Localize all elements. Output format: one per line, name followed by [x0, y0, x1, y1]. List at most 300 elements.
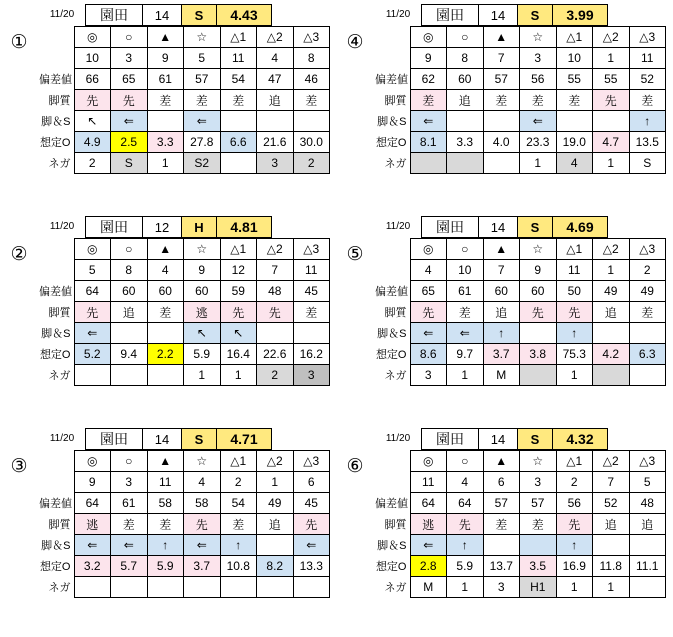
race-grade-badge: H [181, 216, 217, 238]
cell-marks: △1 [220, 239, 257, 260]
row-label-nega: ネガ [48, 158, 71, 170]
cell-horse-numbers: 3 [111, 48, 148, 69]
cell-ashi-s [483, 111, 520, 132]
cell-hensachi: 62 [410, 69, 447, 90]
race-panel [0, 212, 336, 424]
cell-horse-numbers: 11 [410, 472, 447, 493]
cell-kyakushitsu: 差 [520, 514, 557, 535]
cell-ashi-s: ↖ [220, 323, 257, 344]
cell-marks: △3 [629, 239, 666, 260]
cell-kyakushitsu: 追 [257, 514, 294, 535]
cell-nega: 3 [410, 365, 447, 386]
cell-nega: 1 [220, 365, 257, 386]
row-label-horse-numbers [375, 48, 410, 69]
cell-nega: 1 [593, 577, 630, 598]
table-row-hensachi [375, 281, 666, 302]
table-row-soutei-odds [375, 344, 666, 365]
cell-nega [220, 577, 257, 598]
cell-hensachi: 65 [410, 281, 447, 302]
cell-nega [257, 577, 294, 598]
cell-ashi-s [593, 111, 630, 132]
race-panel [0, 424, 336, 637]
cell-soutei-odds: 13.5 [629, 132, 666, 153]
cell-ashi-s: ↖ [74, 111, 111, 132]
table-row-soutei-odds [39, 344, 330, 365]
cell-marks: ○ [111, 239, 148, 260]
cell-kyakushitsu: 先 [74, 90, 111, 111]
cell-soutei-odds: 6.6 [220, 132, 257, 153]
cell-nega [520, 365, 557, 386]
table-row-hensachi [375, 69, 666, 90]
cell-hensachi: 61 [111, 493, 148, 514]
row-label-horse-numbers [39, 260, 74, 281]
race-odds-badge: 4.43 [216, 4, 272, 26]
cell-marks: ☆ [520, 239, 557, 260]
cell-kyakushitsu: 先 [293, 514, 330, 535]
table-row-soutei-odds [375, 556, 666, 577]
cell-hensachi: 47 [257, 69, 294, 90]
table-row-ashi-s [39, 111, 330, 132]
cell-marks: ▲ [483, 239, 520, 260]
table-row-horse-numbers [39, 472, 330, 493]
cell-horse-numbers: 4 [184, 472, 221, 493]
cell-soutei-odds: 6.3 [629, 344, 666, 365]
cell-marks: △2 [257, 239, 294, 260]
cell-kyakushitsu: 先 [257, 302, 294, 323]
cell-marks: ○ [111, 451, 148, 472]
cell-kyakushitsu: 逃 [74, 514, 111, 535]
cell-hensachi: 48 [629, 493, 666, 514]
cell-marks: ○ [447, 451, 484, 472]
race-number: 14 [478, 4, 518, 26]
cell-hensachi: 60 [483, 281, 520, 302]
panel-index-label: ⑥ [346, 456, 364, 477]
table-row-nega [39, 153, 330, 174]
cell-nega [184, 577, 221, 598]
cell-nega: 2 [74, 153, 111, 174]
table-row-kyakushitsu [375, 90, 666, 111]
cell-soutei-odds: 3.5 [520, 556, 557, 577]
cell-ashi-s: ↑ [556, 535, 593, 556]
cell-soutei-odds: 16.2 [293, 344, 330, 365]
race-panel-inner [340, 428, 673, 598]
cell-nega: 1 [147, 153, 184, 174]
cell-nega [111, 365, 148, 386]
cell-horse-numbers: 11 [293, 260, 330, 281]
cell-horse-numbers: 1 [593, 48, 630, 69]
cell-ashi-s: ⇐ [520, 111, 557, 132]
cell-nega: 3 [483, 577, 520, 598]
cell-hensachi: 45 [293, 493, 330, 514]
cell-soutei-odds: 19.0 [556, 132, 593, 153]
cell-soutei-odds: 4.2 [593, 344, 630, 365]
race-header [375, 4, 630, 26]
cell-kyakushitsu: 差 [293, 90, 330, 111]
cell-hensachi: 64 [447, 493, 484, 514]
cell-marks: △2 [257, 451, 294, 472]
cell-ashi-s: ↑ [629, 111, 666, 132]
cell-horse-numbers: 9 [520, 260, 557, 281]
cell-nega: 1 [184, 365, 221, 386]
row-label-kyakushitsu: 脚質 [48, 307, 71, 319]
cell-nega [220, 153, 257, 174]
cell-kyakushitsu: 差 [629, 90, 666, 111]
cell-ashi-s [520, 323, 557, 344]
cell-kyakushitsu: 先 [593, 90, 630, 111]
cell-hensachi: 48 [257, 281, 294, 302]
cell-ashi-s: ⇐ [74, 535, 111, 556]
race-venue: 園田 [421, 216, 479, 238]
cell-marks: ▲ [147, 239, 184, 260]
cell-marks: ☆ [184, 451, 221, 472]
cell-soutei-odds: 16.4 [220, 344, 257, 365]
cell-ashi-s [556, 111, 593, 132]
cell-soutei-odds: 5.9 [447, 556, 484, 577]
cell-kyakushitsu: 差 [447, 302, 484, 323]
table-row-marks [39, 27, 330, 48]
cell-horse-numbers: 4 [410, 260, 447, 281]
table-row-kyakushitsu [39, 90, 330, 111]
cell-nega [629, 365, 666, 386]
cell-ashi-s: ⇐ [184, 535, 221, 556]
cell-horse-numbers: 7 [593, 472, 630, 493]
row-label-kyakushitsu: 脚質 [48, 519, 71, 531]
cell-nega [293, 577, 330, 598]
cell-hensachi: 61 [147, 69, 184, 90]
cell-kyakushitsu: 差 [483, 90, 520, 111]
cell-hensachi: 49 [593, 281, 630, 302]
cell-horse-numbers: 11 [220, 48, 257, 69]
cell-hensachi: 58 [147, 493, 184, 514]
cell-marks: ○ [111, 27, 148, 48]
cell-soutei-odds: 13.7 [483, 556, 520, 577]
cell-nega: 1 [556, 365, 593, 386]
table-row-nega [39, 577, 330, 598]
cell-soutei-odds: 5.2 [74, 344, 111, 365]
cell-ashi-s [593, 535, 630, 556]
table-row-soutei-odds [39, 556, 330, 577]
row-label-nega: ネガ [384, 582, 407, 594]
cell-hensachi: 61 [447, 281, 484, 302]
cell-nega: S [629, 153, 666, 174]
race-header [39, 4, 294, 26]
cell-hensachi: 60 [111, 281, 148, 302]
cell-nega [483, 153, 520, 174]
row-label-horse-numbers [39, 472, 74, 493]
table-row-horse-numbers [375, 472, 666, 493]
cell-horse-numbers: 4 [447, 472, 484, 493]
race-header [375, 216, 630, 238]
row-label-nega: ネガ [48, 370, 71, 382]
row-label-kyakushitsu: 脚質 [384, 519, 407, 531]
cell-marks: ○ [447, 239, 484, 260]
race-venue: 園田 [85, 216, 143, 238]
cell-ashi-s: ⇐ [111, 535, 148, 556]
cell-hensachi: 64 [74, 281, 111, 302]
cell-kyakushitsu: 差 [147, 90, 184, 111]
race-odds-badge: 3.99 [552, 4, 608, 26]
cell-soutei-odds: 13.3 [293, 556, 330, 577]
cell-hensachi: 57 [184, 69, 221, 90]
race-grade-badge: S [517, 4, 553, 26]
race-date: 11/20 [374, 428, 422, 450]
cell-kyakushitsu: 先 [111, 90, 148, 111]
cell-nega: 3 [293, 365, 330, 386]
cell-marks: △3 [629, 27, 666, 48]
row-label-horse-numbers [375, 260, 410, 281]
cell-kyakushitsu: 差 [111, 514, 148, 535]
cell-ashi-s: ↑ [147, 535, 184, 556]
cell-soutei-odds: 2.2 [147, 344, 184, 365]
panel-index-label: ④ [346, 32, 364, 53]
panel-index-label: ③ [10, 456, 28, 477]
table-row-horse-numbers [39, 260, 330, 281]
cell-marks: ☆ [184, 27, 221, 48]
cell-nega: S2 [184, 153, 221, 174]
cell-hensachi: 55 [593, 69, 630, 90]
row-label-marks [39, 27, 74, 48]
cell-kyakushitsu: 先 [184, 514, 221, 535]
row-label-marks [375, 239, 410, 260]
cell-kyakushitsu: 先 [447, 514, 484, 535]
race-header [39, 428, 294, 450]
cell-kyakushitsu: 差 [556, 90, 593, 111]
row-label-marks [375, 451, 410, 472]
table-row-marks [39, 239, 330, 260]
race-odds-badge: 4.81 [216, 216, 272, 238]
race-odds-badge: 4.71 [216, 428, 272, 450]
table-row-soutei-odds [39, 132, 330, 153]
row-label-nega: ネガ [384, 370, 407, 382]
cell-hensachi: 64 [410, 493, 447, 514]
race-date: 11/20 [38, 216, 86, 238]
cell-hensachi: 55 [556, 69, 593, 90]
cell-ashi-s: ⇐ [74, 323, 111, 344]
cell-horse-numbers: 10 [556, 48, 593, 69]
row-label-kyakushitsu: 脚質 [384, 307, 407, 319]
cell-nega: M [483, 365, 520, 386]
cell-soutei-odds: 3.7 [483, 344, 520, 365]
cell-kyakushitsu: 先 [220, 302, 257, 323]
cell-hensachi: 57 [483, 493, 520, 514]
cell-horse-numbers: 2 [220, 472, 257, 493]
cell-soutei-odds: 10.8 [220, 556, 257, 577]
cell-nega: H1 [520, 577, 557, 598]
race-date: 11/20 [374, 216, 422, 238]
cell-soutei-odds: 3.2 [74, 556, 111, 577]
panel-index-label: ⑤ [346, 244, 364, 265]
row-label-soutei-odds: 想定O [375, 349, 407, 361]
cell-kyakushitsu: 先 [556, 514, 593, 535]
row-label-ashi-s: 脚＆S [377, 540, 407, 552]
race-panel [336, 424, 673, 637]
cell-horse-numbers: 7 [483, 48, 520, 69]
cell-ashi-s [293, 111, 330, 132]
cell-soutei-odds: 9.7 [447, 344, 484, 365]
cell-ashi-s [593, 323, 630, 344]
cell-soutei-odds: 3.8 [520, 344, 557, 365]
table-row-nega [375, 577, 666, 598]
cell-marks: ◎ [74, 239, 111, 260]
cell-hensachi: 52 [593, 493, 630, 514]
cell-hensachi: 49 [629, 281, 666, 302]
cell-nega: M [410, 577, 447, 598]
cell-nega [147, 365, 184, 386]
row-label-hensachi: 偏差値 [375, 286, 408, 298]
row-label-ashi-s: 脚＆S [41, 328, 71, 340]
race-header [39, 216, 294, 238]
cell-ashi-s: ↑ [556, 323, 593, 344]
cell-horse-numbers: 3 [520, 472, 557, 493]
race-panel-inner [340, 216, 673, 386]
table-row-ashi-s [375, 535, 666, 556]
cell-horse-numbers: 5 [184, 48, 221, 69]
cell-marks: ◎ [410, 451, 447, 472]
cell-marks: ◎ [74, 451, 111, 472]
cell-hensachi: 52 [629, 69, 666, 90]
cell-kyakushitsu: 差 [184, 90, 221, 111]
cell-ashi-s [257, 111, 294, 132]
cell-nega [447, 153, 484, 174]
race-grade-badge: S [181, 428, 217, 450]
cell-soutei-odds: 4.9 [74, 132, 111, 153]
table-row-ashi-s [375, 111, 666, 132]
cell-marks: ▲ [147, 27, 184, 48]
cell-ashi-s [257, 323, 294, 344]
table-row-marks [375, 451, 666, 472]
table-row-kyakushitsu [39, 302, 330, 323]
table-row-horse-numbers [39, 48, 330, 69]
cell-horse-numbers: 8 [111, 260, 148, 281]
cell-ashi-s: ⇐ [447, 323, 484, 344]
cell-hensachi: 49 [257, 493, 294, 514]
cell-kyakushitsu: 逃 [184, 302, 221, 323]
cell-horse-numbers: 1 [593, 260, 630, 281]
row-label-hensachi: 偏差値 [39, 498, 72, 510]
cell-kyakushitsu: 追 [593, 514, 630, 535]
row-label-soutei-odds: 想定O [39, 561, 71, 573]
cell-ashi-s [257, 535, 294, 556]
panel-index-label: ① [10, 32, 28, 53]
cell-marks: ○ [447, 27, 484, 48]
row-label-nega: ネガ [384, 158, 407, 170]
cell-ashi-s: ↑ [483, 323, 520, 344]
cell-horse-numbers: 9 [147, 48, 184, 69]
race-number: 14 [142, 4, 182, 26]
cell-soutei-odds: 8.6 [410, 344, 447, 365]
cell-marks: ◎ [74, 27, 111, 48]
cell-kyakushitsu: 差 [220, 90, 257, 111]
cell-marks: △2 [593, 451, 630, 472]
cell-soutei-odds: 5.9 [147, 556, 184, 577]
cell-hensachi: 54 [220, 69, 257, 90]
race-venue: 園田 [85, 428, 143, 450]
cell-marks: ▲ [483, 27, 520, 48]
cell-nega [593, 365, 630, 386]
row-label-ashi-s: 脚＆S [377, 328, 407, 340]
cell-nega: 2 [257, 365, 294, 386]
row-label-ashi-s: 脚＆S [41, 116, 71, 128]
cell-nega: 1 [520, 153, 557, 174]
cell-kyakushitsu: 追 [111, 302, 148, 323]
cell-nega: 2 [293, 153, 330, 174]
race-date: 11/20 [38, 428, 86, 450]
cell-hensachi: 60 [447, 69, 484, 90]
row-label-kyakushitsu: 脚質 [48, 95, 71, 107]
cell-soutei-odds: 4.0 [483, 132, 520, 153]
cell-soutei-odds: 22.6 [257, 344, 294, 365]
cell-nega: 1 [447, 577, 484, 598]
race-grade-badge: S [181, 4, 217, 26]
table-row-marks [375, 27, 666, 48]
cell-soutei-odds: 8.2 [257, 556, 294, 577]
cell-kyakushitsu: 差 [220, 514, 257, 535]
race-odds-badge: 4.32 [552, 428, 608, 450]
cell-marks: △3 [293, 239, 330, 260]
row-label-soutei-odds: 想定O [39, 349, 71, 361]
cell-kyakushitsu: 先 [74, 302, 111, 323]
cell-hensachi: 56 [556, 493, 593, 514]
race-number: 14 [142, 428, 182, 450]
cell-marks: △3 [293, 27, 330, 48]
cell-marks: △2 [593, 27, 630, 48]
row-label-horse-numbers [39, 48, 74, 69]
cell-horse-numbers: 10 [447, 260, 484, 281]
cell-kyakushitsu: 逃 [410, 514, 447, 535]
cell-kyakushitsu: 差 [147, 514, 184, 535]
table-row-kyakushitsu [375, 302, 666, 323]
row-label-hensachi: 偏差値 [375, 74, 408, 86]
cell-marks: △1 [556, 27, 593, 48]
row-label-nega: ネガ [48, 582, 71, 594]
table-row-horse-numbers [375, 260, 666, 281]
cell-ashi-s [111, 323, 148, 344]
cell-soutei-odds: 11.1 [629, 556, 666, 577]
cell-ashi-s: ⇐ [410, 111, 447, 132]
table-row-kyakushitsu [39, 514, 330, 535]
cell-nega: 1 [593, 153, 630, 174]
cell-nega [74, 365, 111, 386]
cell-kyakushitsu: 追 [483, 302, 520, 323]
cell-horse-numbers: 3 [520, 48, 557, 69]
cell-nega [111, 577, 148, 598]
row-label-marks [39, 451, 74, 472]
race-grade-badge: S [517, 216, 553, 238]
cell-ashi-s [147, 323, 184, 344]
cell-hensachi: 56 [520, 69, 557, 90]
race-data-table [39, 26, 330, 174]
cell-marks: △3 [629, 451, 666, 472]
cell-ashi-s: ↑ [447, 535, 484, 556]
cell-kyakushitsu: 差 [293, 302, 330, 323]
cell-ashi-s: ⇐ [111, 111, 148, 132]
cell-soutei-odds: 23.3 [520, 132, 557, 153]
cell-nega: S [111, 153, 148, 174]
race-data-table [375, 26, 666, 174]
table-row-soutei-odds [375, 132, 666, 153]
cell-soutei-odds: 21.6 [257, 132, 294, 153]
row-label-ashi-s: 脚＆S [377, 116, 407, 128]
cell-horse-numbers: 7 [257, 260, 294, 281]
race-panel-inner [4, 428, 336, 598]
race-date: 11/20 [374, 4, 422, 26]
cell-marks: △1 [220, 451, 257, 472]
cell-horse-numbers: 11 [629, 48, 666, 69]
race-number: 12 [142, 216, 182, 238]
row-label-soutei-odds: 想定O [39, 137, 71, 149]
cell-kyakushitsu: 差 [520, 90, 557, 111]
cell-marks: ☆ [520, 27, 557, 48]
